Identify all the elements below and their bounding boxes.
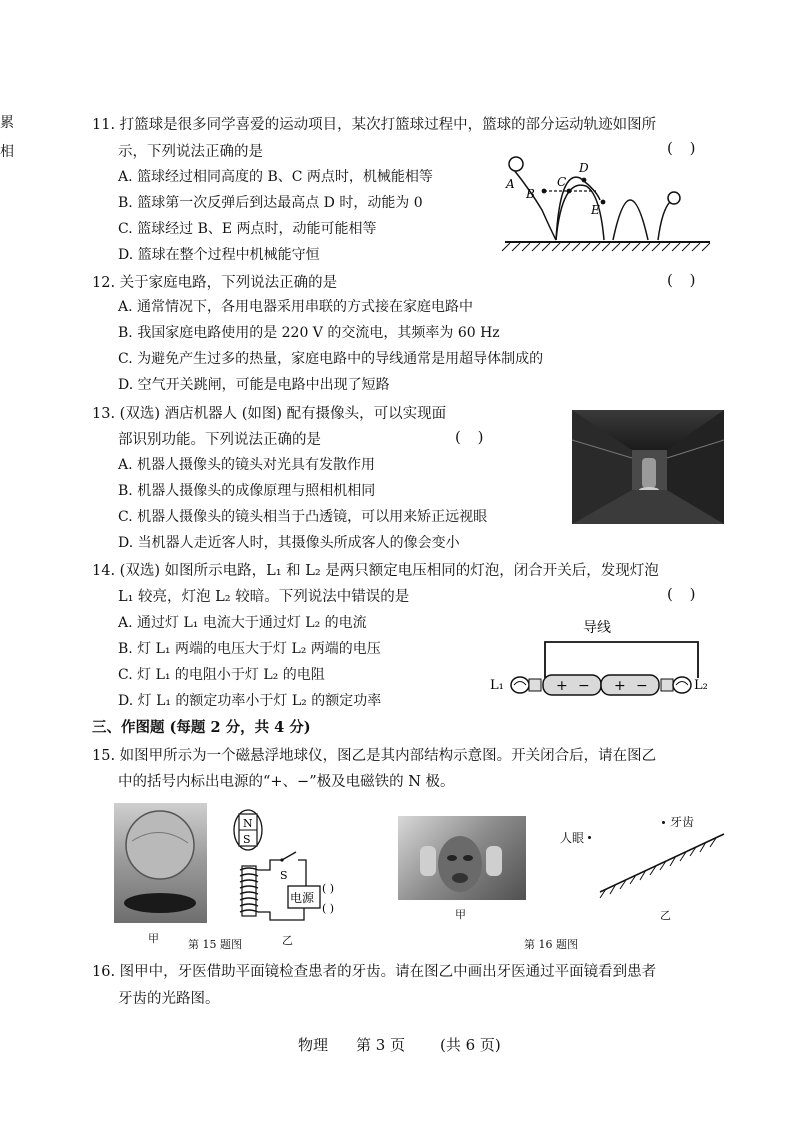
q11-option-b: B. 篮球第一次反弹后到达最高点 D 时，动能为 0 bbox=[118, 195, 423, 211]
q16-eye-dot bbox=[588, 836, 591, 839]
q14-plus-2: + bbox=[614, 678, 626, 694]
q12-option-c: C. 为避免产生过多的热量，家庭电路中的导线通常是用超导体制成的 bbox=[118, 351, 544, 367]
q13-option-d: D. 当机器人走近客人时，其摄像头所成客人的像会变小 bbox=[118, 535, 460, 551]
q15-caption: 第 15 题图 bbox=[188, 938, 242, 951]
footer-page: 第 3 页 bbox=[356, 1036, 406, 1054]
q16-label-jia: 甲 bbox=[455, 908, 466, 921]
q16-tooth-dot bbox=[662, 821, 665, 824]
q14-option-b: B. 灯 L₁ 两端的电压大于灯 L₂ 两端的电压 bbox=[118, 641, 381, 657]
q14-minus-1: − bbox=[578, 678, 590, 694]
q13-answer-paren[interactable]: ( ) bbox=[455, 428, 490, 446]
q11-option-a: A. 篮球经过相同高度的 B、C 两点时，机械能相等 bbox=[118, 169, 433, 185]
q13-option-b: B. 机器人摄像头的成像原理与照相机相同 bbox=[118, 483, 376, 499]
margin-char-1: 累 bbox=[0, 115, 14, 131]
q14-minus-2: − bbox=[636, 678, 648, 694]
q12-answer-paren[interactable]: ( ) bbox=[667, 271, 702, 289]
q11-label-b: B bbox=[526, 187, 535, 201]
q14-option-c: C. 灯 L₁ 的电阻小于灯 L₂ 的电阻 bbox=[118, 667, 325, 683]
q15-levitating-globe-photo bbox=[114, 803, 207, 923]
q13-robot-photo bbox=[572, 410, 724, 524]
q11-option-d: D. 篮球在整个过程中机械能守恒 bbox=[118, 247, 320, 263]
q11-basketball-figure bbox=[500, 150, 730, 260]
q14-l1-label: L₁ bbox=[490, 678, 504, 693]
q15-bracket-1[interactable]: ( ) bbox=[322, 882, 335, 895]
q15-label-yi: 乙 bbox=[282, 934, 293, 947]
q11-label-a: A bbox=[506, 177, 515, 191]
q12-option-d: D. 空气开关跳闸，可能是电路中出现了短路 bbox=[118, 377, 390, 393]
q12-option-a: A. 通常情况下，各用电器采用串联的方式接在家庭电路中 bbox=[118, 299, 474, 315]
q13-stem-line1: 13. (双选) 酒店机器人 (如图) 配有摄像头，可以实现面 bbox=[92, 406, 447, 422]
q11-option-c: C. 篮球经过 B、E 两点时，动能可能相等 bbox=[118, 221, 377, 237]
q15-switch-label: S bbox=[280, 869, 288, 882]
q15-stem-line1: 15. 如图甲所示为一个磁悬浮地球仪，图乙是其内部结构示意图。开关闭合后，请在图乙 bbox=[92, 748, 657, 764]
q14-stem-line2: L₁ 较亮，灯泡 L₂ 较暗。下列说法中错误的是 bbox=[118, 589, 410, 605]
q12-stem: 12. 关于家庭电路，下列说法正确的是 bbox=[92, 275, 338, 291]
q16-eye-label: 人眼 bbox=[560, 831, 585, 845]
q13-option-a: A. 机器人摄像头的镜头对光具有发散作用 bbox=[118, 457, 376, 473]
q14-option-a: A. 通过灯 L₁ 电流大于通过灯 L₂ 的电流 bbox=[118, 615, 367, 631]
q16-stem-line2: 牙齿的光路图。 bbox=[118, 991, 220, 1007]
q16-label-yi: 乙 bbox=[660, 909, 671, 922]
q11-label-d: D bbox=[579, 161, 589, 175]
q13-stem-line2: 部识别功能。下列说法正确的是 bbox=[118, 432, 321, 448]
q16-tooth-label: 牙齿 bbox=[670, 815, 695, 829]
q11-label-e: E bbox=[591, 203, 600, 217]
q15-label-jia: 甲 bbox=[148, 932, 159, 945]
q14-circuit-figure bbox=[488, 616, 718, 706]
footer-subject: 物理 bbox=[298, 1036, 329, 1054]
q16-caption: 第 16 题图 bbox=[524, 938, 578, 951]
q12-option-b: B. 我国家庭电路使用的是 220 V 的交流电，其频率为 60 Hz bbox=[118, 325, 500, 341]
q14-answer-paren[interactable]: ( ) bbox=[667, 585, 702, 603]
q11-stem-line2: 示，下列说法正确的是 bbox=[118, 144, 263, 160]
q13-option-c: C. 机器人摄像头的镜头相当于凸透镜，可以用来矫正远视眼 bbox=[118, 509, 488, 525]
q11-stem-line1: 11. 打篮球是很多同学喜爱的运动项目，某次打篮球过程中，篮球的部分运动轨迹如图所 bbox=[92, 117, 657, 133]
section-3-heading: 三、作图题 (每题 2 分，共 4 分) bbox=[92, 719, 311, 736]
q11-answer-paren[interactable]: ( ) bbox=[667, 139, 702, 157]
q15-magnet-n: N bbox=[243, 817, 253, 830]
q15-bracket-2[interactable]: ( ) bbox=[322, 902, 335, 915]
q14-stem-line1: 14. (双选) 如图所示电路，L₁ 和 L₂ 是两只额定电压相同的灯泡，闭合开关后，发现灯泡 bbox=[92, 563, 659, 579]
margin-char-2: 相 bbox=[0, 144, 14, 160]
q16-stem-line1: 16. 图甲中，牙医借助平面镜检查患者的牙齿。请在图乙中画出牙医通过平面镜看到患者 bbox=[92, 964, 657, 980]
q14-plus-1: + bbox=[556, 678, 568, 694]
q15-stem-line2: 中的括号内标出电源的“+、−”极及电磁铁的 N 极。 bbox=[118, 774, 455, 790]
q14-l2-label: L₂ bbox=[694, 678, 708, 693]
q16-dentist-photo bbox=[398, 816, 526, 900]
q16-plane-mirror bbox=[592, 828, 732, 898]
q14-option-d: D. 灯 L₁ 的额定功率小于灯 L₂ 的额定功率 bbox=[118, 693, 382, 709]
q15-structure-diagram bbox=[230, 808, 355, 933]
q14-wire-label: 导线 bbox=[583, 620, 611, 636]
q11-label-c: C bbox=[557, 175, 567, 189]
q15-magnet-s: S bbox=[243, 833, 251, 846]
q15-power-label: 电源 bbox=[290, 891, 315, 905]
footer-total: (共 6 页) bbox=[440, 1036, 501, 1054]
